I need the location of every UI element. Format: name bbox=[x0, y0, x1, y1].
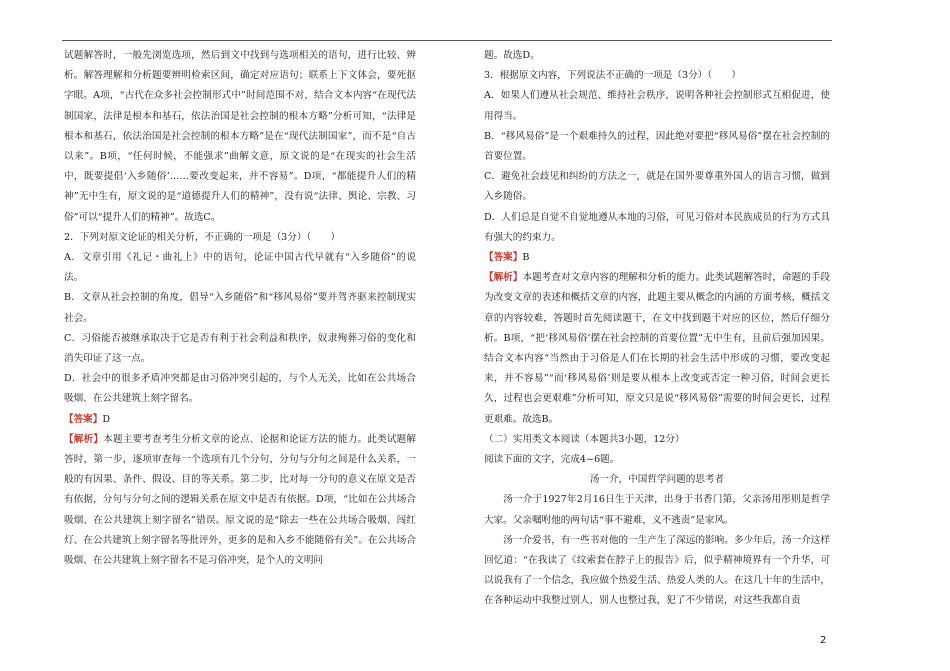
question-2-option-c: C．习俗能否被继承取决于它是否有利于社会利益和秩序，奴隶殉葬习俗的变化和消失印证了这一点。 bbox=[64, 332, 416, 365]
right-column bbox=[484, 46, 830, 612]
question-2-stem: 2．下列对原文论证的相关分析，不正确的一项是（3分）（ ） bbox=[64, 231, 341, 243]
question-3-answer bbox=[484, 248, 830, 268]
analysis-text: 本题考查对文章内容的理解和分析的能力。此类试题解答时，命题的手段为改变文章的表述和概括文章的内容，此题主要从概念的内涵的方面考核，概括文章的内容较难，答题时首先阅读题干，在文中找到题干对应的区位，然后仔细分析。B项，“把‘移风易俗’摆在社会控制的首要位置”无中生有，且前后强加因果。结合文本内容“当然由于习俗是人们在长期的社会生活中形成的习惯，要改变起来，并不容易”“而‘移风易俗’则是要从根本上改变或否定一种习俗，时间会更长久，过程也会更艰难”分析可知，原文只是说“移风易俗”需要的时间会更长，过程更艰难。故选B。 bbox=[484, 272, 831, 425]
answer-label: 【答案】 bbox=[64, 413, 103, 425]
explanation-q1-continued: 试题解答时，一般先浏览选项，然后到文中找到与选项相关的语句，进行比较、辨析。解答理解和分析题要辨明检索区间，确定对应语句；联系上下文体会，要死抠字眼。A项，“古代在众多社会控制形式中”时间范围不对，结合文本内容“在现代法制国家，法律是根本和基石，依法治国是社会控制的根本方略”分析可知，“法律是根本和基石，依法治国是社会控制的根本方略”是在“现代法制国家”，而不是“自古以来”。B项，“任何时候，不能强求”曲解文意，原文说的是“在现实的社会生活中，既要提倡‘入乡随俗’……要改变起来，并不容易”。D项，“都能提升人们的精神”无中生有，原文说的是“道德提升人们的精神”，没有说“法律、舆论、宗教、习俗”可以“提升人们的精神”。故选C。 bbox=[64, 50, 416, 223]
question-3-option-c: C．避免社会歧见和纠纷的方法之一，就是在国外要尊重外国人的语言习惯，做到入乡随俗。 bbox=[484, 171, 830, 203]
answer-value: B bbox=[522, 252, 530, 264]
analysis-label: 【解析】 bbox=[484, 272, 523, 284]
question-2-option-b: B．文章从社会控制的角度，倡导“入乡随俗”和“移风易俗”要并驾齐驱来控制现实社会。 bbox=[64, 292, 416, 324]
question-3-option-b: B．“移风易俗”是一个艰难持久的过程，因此绝对要把“移风易俗”摆在社会控制的首要位置。 bbox=[484, 130, 830, 163]
reading-instruction: 阅读下面的文字，完成4~6题。 bbox=[484, 454, 620, 466]
section-heading: （二）实用类文本阅读（本题共3小题，12分） bbox=[484, 433, 685, 445]
question-2-option-a: A．文章引用《礼记・曲礼上》中的语句，论证中国古代早就有“入乡随俗”的说法。 bbox=[64, 252, 416, 284]
analysis-label: 【解析】 bbox=[64, 433, 104, 445]
page-number: 2 bbox=[820, 635, 827, 646]
question-3-analysis bbox=[484, 268, 830, 430]
article-title: 汤一介，中国哲学问题的思考者 bbox=[589, 474, 725, 486]
answer-label: 【答案】 bbox=[484, 252, 523, 264]
header-rule bbox=[62, 40, 832, 41]
analysis-continued: 题。故选D。 bbox=[484, 50, 540, 61]
answer-value: D bbox=[102, 413, 111, 425]
question-3-option-d: D．人们总是自觉不自觉地遵从本地的习俗，可见习俗对本民族成员的行为方式具有强大的约束力。 bbox=[484, 211, 830, 243]
article-paragraph-2: 汤一介爱书，有一些书对他的一生产生了深远的影响。多少年后，汤一介这样回忆道：“在我读了《纹索套在脖子上的报告》后，似乎精神境界有一个升华，可以说我有了一个信念，我应做个热爱生活、热爱人类的人。在这几十年的生活中，在各种运动中我整过别人，别人也整过我，犯了不少错误，对这些我都自责 bbox=[484, 534, 830, 607]
article-paragraph-1: 汤一介于1927年2月16日生于天津，出身于书香门第，父亲汤用彤则是哲学大家。父亲嘱咐他的两句话“事不避难，义不逃责”是家风。 bbox=[484, 494, 830, 526]
question-2-option-d: D．社会中的很多矛盾冲突都是由习俗冲突引起的，与个人无关，比如在公共场合吸烟、在公共建筑上刻字留名。 bbox=[64, 373, 416, 405]
question-2-answer bbox=[64, 410, 416, 430]
question-2-analysis bbox=[64, 430, 416, 571]
left-column bbox=[64, 46, 416, 571]
analysis-text: 本题主要考查考生分析文章的论点、论据和论证方法的能力。此类试题解答时，第一步，逐项审查每一个选项有几个分句，分句与分句之间是什么关系，一般的有因果、条件、假设、目的等关系。第二步，比对每一分句的意义在原文是否有依据，分句与分句之间的逻辑关系在原文中是否有依据。D项，“比如在公共场合吸烟、在公共建筑上刻字留名”错误。原文说的是“除去一些在公共场合吸烟、闯红灯、在公共建筑上刻字留名等批评外，更多的是和入乡不能随俗有关”。在公共场合吸烟、在公共建筑上刻字留名不是习俗冲突，是个人的文明问 bbox=[64, 433, 417, 567]
question-3-stem: 3．根据原文内容，下列说法不正确的一项是（3分）（ ） bbox=[484, 70, 741, 82]
question-3-option-a: A．如果人们遵从社会规范、维持社会秩序，说明各种社会控制形式互相促进，使用得当。 bbox=[484, 90, 830, 122]
